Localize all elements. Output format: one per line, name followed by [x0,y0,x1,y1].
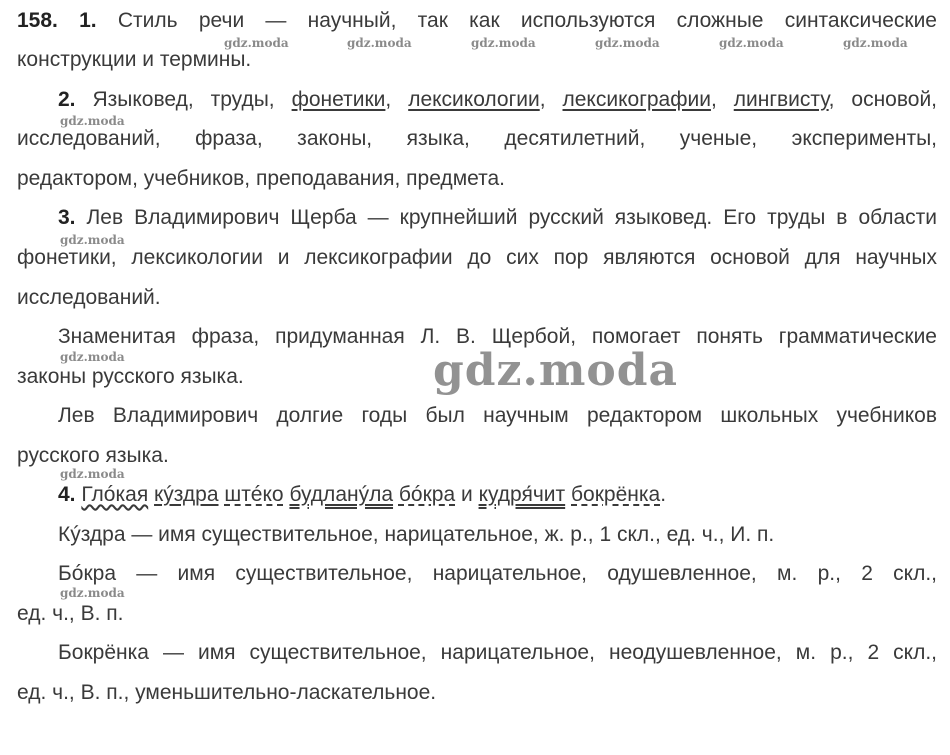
task-3-line-1 [58,206,937,230]
comma: , [539,88,546,111]
period: . [660,483,667,506]
watermark-small: gdz.moda [60,233,125,247]
task-3-para-2-line-2: законы русского языка. [17,365,244,388]
watermark-small: gdz.moda [471,36,536,50]
analysis-bokryonka-line-2: ед. ч., В. п., уменьшительно-ласкательное. [17,681,437,704]
word-bokryonka: бокрёнка [571,483,661,506]
exercise-number: 158. [17,9,58,32]
word-bokra: бóкра [398,483,456,506]
task-3-line-2: фонетики, лексикологии и лексикографии до сих пор являются основой для научных [17,246,937,269]
task-3-para-2-line-1: Знаменитая фраза, придуманная Л. В. Щербой, помогает понять грамматические [58,325,937,348]
task-3-para-3-line-1: Лев Владимирович долгие годы был научным редактором школьных учебников [58,404,937,427]
task-4-sentence [58,483,937,507]
task-1-number: 1. [79,9,97,32]
watermark-small: gdz.moda [224,36,289,50]
task-3-para-3-line-2: русского языка. [17,444,169,467]
watermark-small: gdz.moda [60,586,125,600]
watermark-small: gdz.moda [843,36,908,50]
task-2-line-2: исследований, фраза, законы, языка, десятилетний, ученые, эксперименты, [17,127,937,150]
watermark-large: gdz.moda [433,345,679,396]
analysis-kuzdra: Кýздра — имя существительное, нарицательное, ж. р., 1 скл., ед. ч., И. п. [58,523,775,546]
task-3-line-3: исследований. [17,286,161,309]
task-2-number: 2. [58,88,76,111]
word-linguist: лингвисту [733,88,829,111]
analysis-bokryonka-line-1: Бокрёнка — имя существительное, нарицательное, неодушевленное, м. р., 2 скл., [58,641,937,664]
word-kudryachit: кудря́чит [478,483,566,506]
task-1-line-2: конструкции и термины. [17,48,252,71]
watermark-small: gdz.moda [60,467,125,481]
watermark-small: gdz.moda [60,114,125,128]
analysis-bokra-line-2: ед. ч., В. п. [17,602,124,625]
word-glokaya: Глóкая [81,483,149,506]
word-budlanula: будланýла [289,483,394,506]
word-kuzdra: кýздра [154,483,219,506]
task-2-text-start: Языковед, труды, [92,88,275,111]
word-phonetics: фонетики [291,88,386,111]
watermark-small: gdz.moda [60,350,125,364]
task-2-text-end: , основой, [828,88,938,111]
watermark-small: gdz.moda [719,36,784,50]
task-1-text: Стиль речи — научный, так как используются сложные синтаксические [117,9,937,32]
comma: , [385,88,392,111]
word-lexicography: лексикографии [562,88,711,111]
analysis-bokra-line-1: Бóкра — имя существительное, нарицательное, одушевленное, м. р., 2 скл., [58,562,937,585]
task-4-number: 4. [58,483,76,506]
task-2-line-1 [58,88,937,112]
comma: , [710,88,717,111]
watermark-small: gdz.moda [347,36,412,50]
word-and: и [460,483,473,506]
word-lexicology: лексикологии [408,88,540,111]
watermark-small: gdz.moda [595,36,660,50]
task-3-text: Лев Владимирович Щерба — крупнейший русский языковед. Его труды в области [86,206,937,229]
task-2-line-3: редактором, учебников, преподавания, предмета. [17,167,506,190]
task-1-line-1 [17,9,937,33]
word-shteko: штéко [224,483,284,506]
task-3-number: 3. [58,206,76,229]
